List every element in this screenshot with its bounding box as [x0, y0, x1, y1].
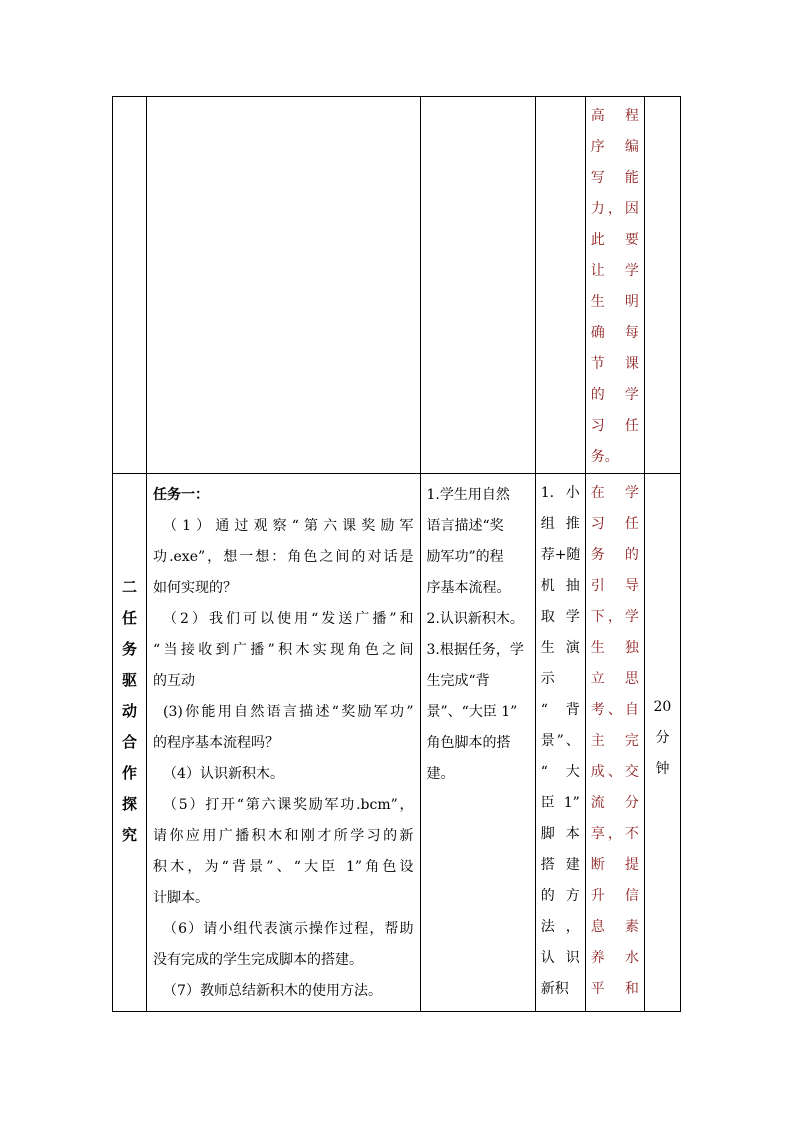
design-intent-line: 力，因	[590, 201, 639, 217]
teacher-activity-line: （4）认识新积木。	[163, 766, 284, 782]
student-activity-line: 3.根据任务，学	[426, 642, 524, 658]
teacher-activity-line: 计脚本。	[153, 890, 210, 906]
stage-cell-empty	[113, 97, 147, 474]
stage-title-char: 究	[122, 826, 138, 844]
student-activity-line: 景”、“大臣 1”	[426, 704, 518, 720]
design-intent-line: 享，不	[590, 826, 639, 842]
table-row	[113, 97, 681, 474]
design-intent-line: 确每	[590, 325, 639, 341]
design-intent-line: 立思	[590, 671, 639, 687]
time-text: 20	[653, 699, 672, 715]
teacher-activity-line: 没有完成的学生完成脚本的搭建。	[153, 952, 364, 968]
stage-cell	[113, 474, 147, 1012]
method-line: 荐+随	[540, 547, 581, 563]
method-line: 生演	[540, 640, 580, 656]
time-cell-empty	[644, 97, 680, 474]
method-line: 的方	[540, 888, 580, 904]
method-line: 新积	[540, 981, 569, 997]
student-activity-line: 2.认识新积木。	[426, 611, 524, 627]
student-activity-line: 角色脚本的搭	[426, 735, 511, 751]
design-intent-line: 升信	[590, 888, 639, 904]
time-cell	[644, 474, 680, 1012]
method-cell	[535, 474, 585, 1012]
student-activity-line: 励军功”的程	[426, 549, 504, 565]
design-intent-line: 主完	[590, 733, 639, 749]
student-activity-line: 序基本流程。	[426, 580, 511, 596]
design-intent-line: 引导	[590, 578, 639, 594]
design-intent-line: 考、自	[590, 702, 639, 718]
design-intent-line: 平和	[590, 981, 639, 997]
design-intent-line: 生独	[590, 640, 639, 656]
teacher-activity-line: 积木，为“背景”、“大臣 1”角色设	[153, 859, 414, 875]
student-activity-cell	[420, 474, 535, 1012]
stage-title-char: 务	[122, 640, 138, 658]
teacher-activity-line: “当接收到广播”积木实现角色之间	[153, 642, 414, 658]
stage-title-char: 探	[122, 795, 138, 813]
stage-title-char: 动	[122, 702, 138, 720]
teacher-activity-line: （6）请小组代表演示操作过程，帮助	[163, 921, 414, 937]
design-intent-line: 断提	[590, 857, 639, 873]
method-line: 景”、	[540, 733, 580, 749]
method-cell-empty	[535, 97, 585, 474]
design-intent-line: 序编	[590, 139, 639, 155]
design-intent-line: 写能	[590, 170, 639, 186]
teacher-activity-line: 功.exe”，想一想：角色之间的对话是	[153, 549, 414, 565]
design-intent-line: 务。	[590, 449, 619, 465]
method-line: “背	[540, 702, 580, 718]
stage-title-char: 任	[122, 609, 138, 627]
method-line: 取学	[540, 609, 580, 625]
method-line: “大	[540, 764, 580, 780]
design-intent-line: 习任	[590, 418, 639, 434]
teacher-activity-line: 的互动	[153, 673, 196, 689]
design-intent-line: 在学	[590, 485, 639, 501]
student-activity-line: 语言描述“奖	[426, 518, 504, 534]
design-intent-line: 下，学	[590, 609, 639, 625]
teacher-activity-line: （5）打开“第六课奖励军功.bcm”，	[163, 797, 414, 813]
method-line: 1. 小	[540, 485, 580, 501]
design-intent-line: 习任	[590, 516, 639, 532]
student-activity-line: 建。	[426, 766, 455, 782]
teacher-cell-empty	[147, 97, 420, 474]
design-intent-line: 养水	[590, 950, 639, 966]
teacher-activity-line: 如何实现的？	[153, 580, 238, 596]
design-intent-line: 此要	[590, 232, 639, 248]
design-intent-line: 生明	[590, 294, 639, 310]
teacher-activity-line: （2）我们可以使用“发送广播”和	[163, 611, 414, 627]
design-intent-line: 务的	[590, 547, 639, 563]
design-intent-line: 的学	[590, 387, 639, 403]
time-text: 钟	[655, 761, 670, 777]
method-line: 脚本	[540, 826, 580, 842]
student-cell-empty	[420, 97, 535, 474]
design-intent-line: 成、交	[590, 764, 639, 780]
table-row	[113, 474, 681, 1012]
method-line: 法，	[540, 919, 580, 935]
stage-title-char: 合	[122, 733, 138, 751]
teacher-activity-line: （7）教师总结新积木的使用方法。	[163, 983, 382, 999]
time-text: 分	[655, 730, 670, 746]
method-line: 机抽	[540, 578, 580, 594]
teacher-activity-line: 的程序基本流程吗？	[153, 735, 280, 751]
design-intent-line: 息素	[590, 919, 639, 935]
method-line: 臣 1”	[540, 795, 580, 811]
teacher-activity-line: (3)你能用自然语言描述“奖励军功”	[163, 704, 414, 720]
design-intent-line: 流分	[590, 795, 639, 811]
teacher-activity-line: （1）通过观察“第六课奖励军	[163, 518, 414, 534]
student-activity-line: 生完成“背	[426, 673, 490, 689]
method-line: 搭建	[540, 857, 580, 873]
stage-title-char: 作	[122, 764, 138, 782]
method-line: 认识	[540, 950, 580, 966]
lesson-plan-table	[112, 96, 681, 1012]
teacher-activity-cell	[147, 474, 420, 1012]
student-activity-line: 1.学生用自然	[426, 487, 510, 503]
method-line: 示	[540, 671, 555, 687]
design-intent-line: 高程	[590, 108, 639, 124]
stage-title-char: 驱	[122, 671, 138, 689]
task-title: 任务一：	[153, 487, 210, 503]
teacher-activity-line: 请你应用广播积木和刚才所学习的新	[153, 828, 414, 844]
stage-title-char: 二	[122, 578, 138, 596]
design-intent-cell-top	[585, 97, 644, 474]
design-intent-cell-bottom	[585, 474, 644, 1012]
design-intent-line: 让学	[590, 263, 639, 279]
method-line: 组推	[540, 516, 580, 532]
design-intent-line: 节课	[590, 356, 639, 372]
